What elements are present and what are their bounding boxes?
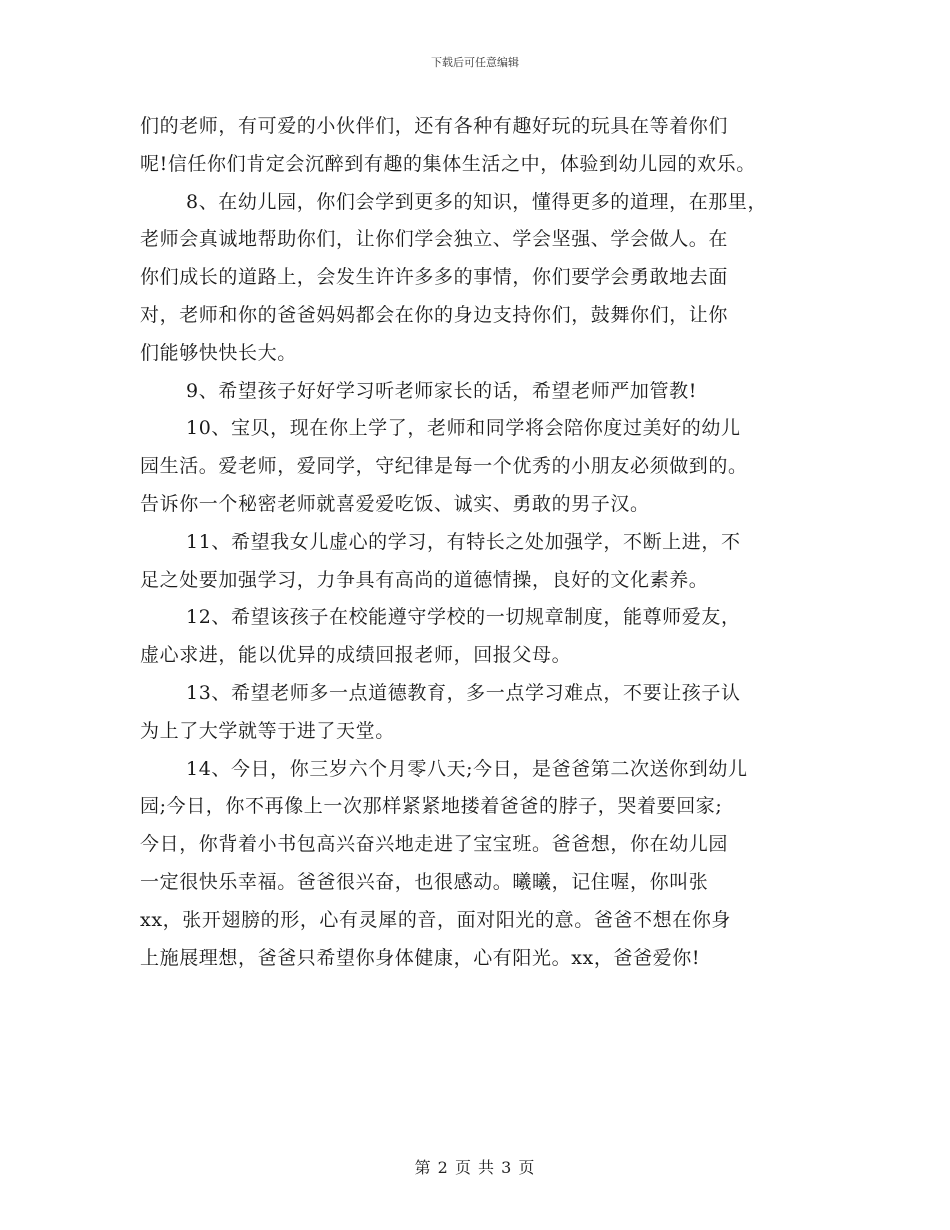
text-line: 虚心求进，能以优异的成绩回报老师，回报父母。: [140, 644, 572, 667]
text-line: 一定很快乐幸福。爸爸很兴奋，也很感动。曦曦，记住喔，你叫张: [140, 870, 709, 893]
document-body: [140, 108, 830, 977]
text-line: xx，张开翅膀的形，心有灵犀的音，面对阳光的意。爸爸不想在你身: [140, 908, 732, 931]
text-line: 老师会真诚地帮助你们，让你们学会独立、学会坚强、学会做人。在: [140, 228, 729, 251]
text-line: 呢!信任你们肯定会沉醉到有趣的集体生活之中，体验到幼儿园的欢乐。: [140, 152, 756, 175]
text-line: 今日，你背着小书包高兴奋兴地走进了宝宝班。爸爸想，你在幼儿园: [140, 833, 729, 856]
text-line: 你们成长的道路上，会发生许许多多的事情，你们要学会勇敢地去面: [140, 266, 729, 289]
text-line: 们的老师，有可爱的小伙伴们，还有各种有趣好玩的玩具在等着你们: [140, 115, 729, 137]
text-line: 园生活。爱老师，爱同学，守纪律是每一个优秀的小朋友必须做到的。: [140, 455, 748, 478]
text-line: 为上了大学就等于进了天堂。: [140, 719, 395, 742]
text-line: 园;今日，你不再像上一次那样紧紧地搂着爸爸的脖子，哭着要回家;: [140, 795, 723, 818]
page-header: 下载后可任意编辑: [431, 56, 519, 69]
paragraph-9-start: 9、希望孩子好好学习听老师家长的话，希望老师严加管教!: [186, 379, 697, 402]
text-line: 告诉你一个秘密老师就喜爱爱吃饭、诚实、勇敢的男子汉。: [140, 492, 650, 515]
text-line: 们能够快快长大。: [140, 341, 297, 364]
text-line: 足之处要加强学习，力争具有高尚的道德情操，良好的文化素养。: [140, 568, 709, 591]
paragraph-10-start: 10、宝贝，现在你上学了，老师和同学将会陪你度过美好的幼儿: [186, 417, 741, 440]
page-number-footer: 第 2 页 共 3 页: [414, 1158, 536, 1177]
paragraph-11-start: 11、希望我女儿虚心的学习，有特长之处加强学，不断上进，不: [186, 530, 741, 553]
paragraph-12-start: 12、希望该孩子在校能遵守学校的一切规章制度，能尊师爱友，: [186, 606, 741, 629]
paragraph-13-start: 13、希望老师多一点道德教育，多一点学习难点，不要让孩子认: [186, 681, 741, 704]
text-line: 上施展理想，爸爸只希望你身体健康，心有阳光。xx，爸爸爱你!: [140, 946, 701, 969]
paragraph-14-start: 14、今日，你三岁六个月零八天;今日，是爸爸第二次送你到幼儿: [186, 757, 748, 780]
paragraph-8-start: 8、在幼儿园，你们会学到更多的知识，懂得更多的道理，在那里，: [186, 190, 768, 213]
text-line: 对，老师和你的爸爸妈妈都会在你的身边支持你们，鼓舞你们，让你: [140, 303, 729, 326]
